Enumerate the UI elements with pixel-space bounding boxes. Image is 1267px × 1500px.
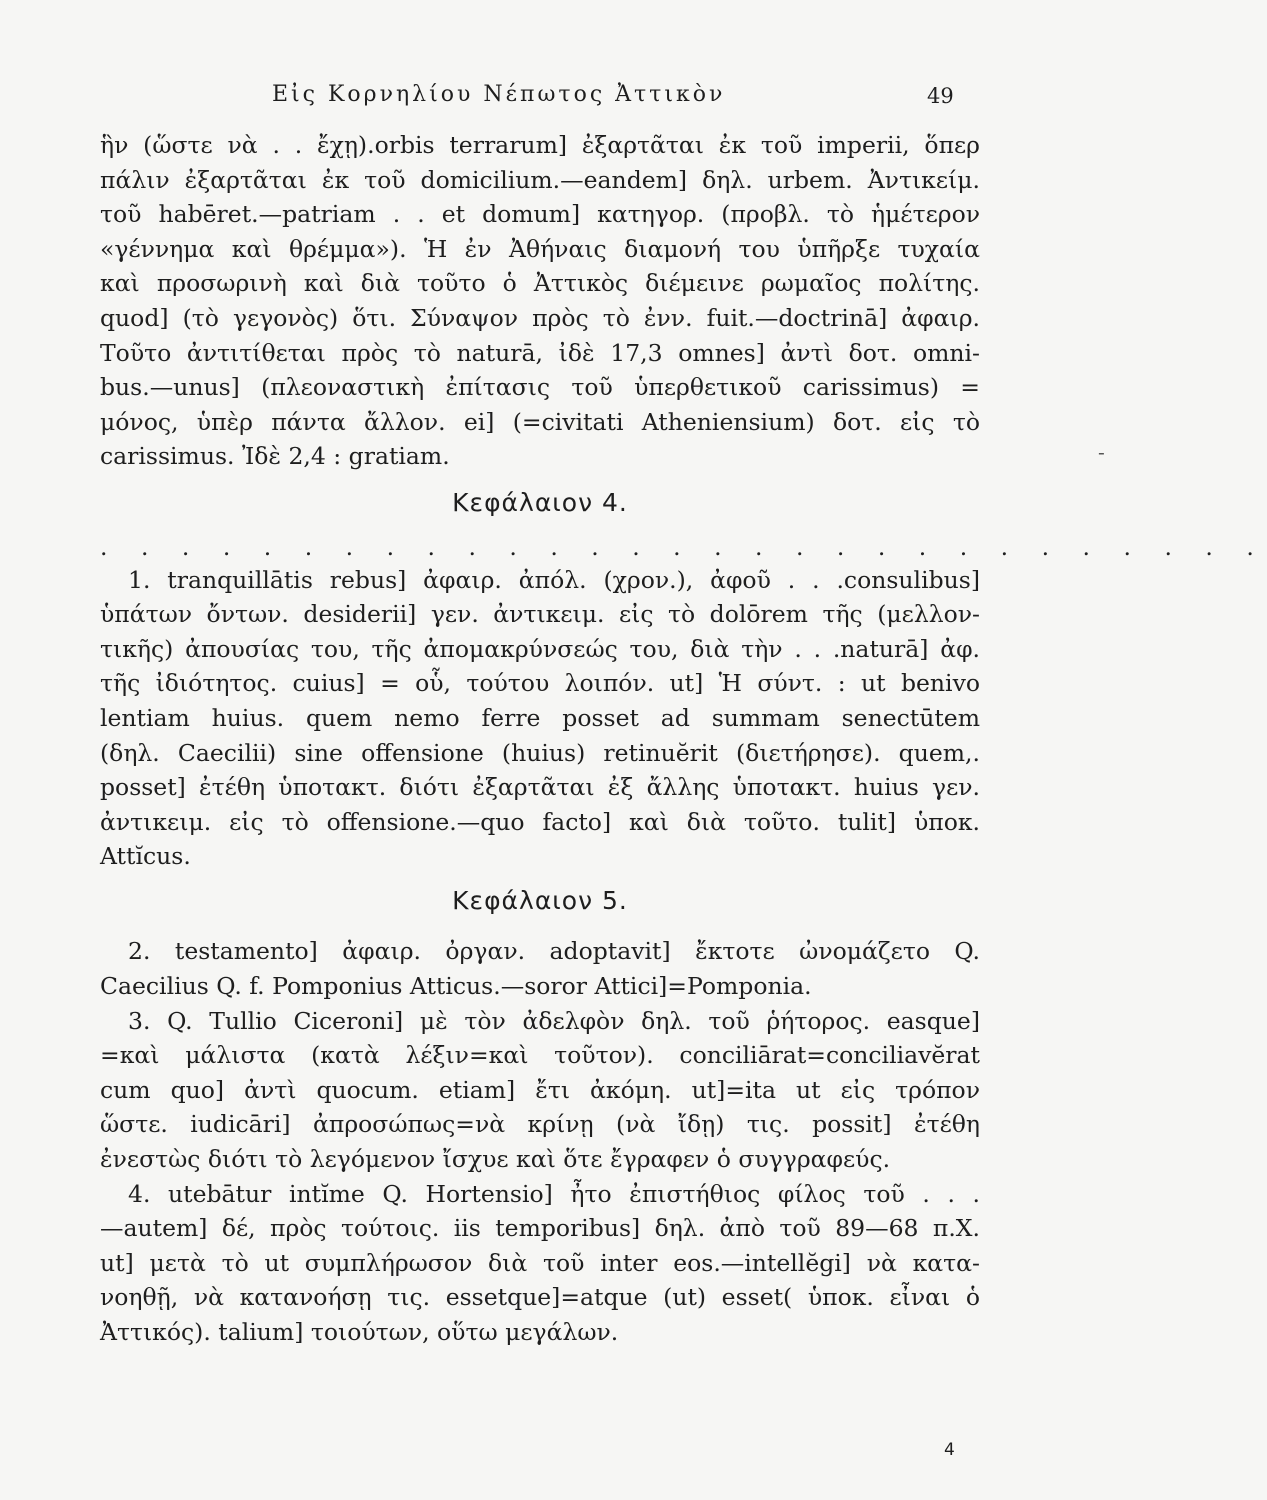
signature-number: 4 <box>944 1440 955 1460</box>
text-line: ὥστε. iudicāri] ἀπροσώπως=νὰ κρίνῃ (νὰ ἴδῃ) τις. possit] ἐτέθη <box>100 1110 980 1139</box>
text-line: 1. tranquillātis rebus] ἀφαιρ. ἀπόλ. (χρον.), ἀφοῦ . . .consulibus] <box>128 565 980 594</box>
text-line: 4. utebātur intĭme Q. Hortensio] ἦτο ἐπιστήθιος φίλος τοῦ . . . <box>128 1179 980 1208</box>
text-line: ἣν (ὥστε νὰ . . ἔχῃ).orbis terrarum] ἐξαρτᾶται ἐκ τοῦ imperii, ὅπερ <box>100 131 980 159</box>
text-line: Ἀττικός). talium] τοιούτων, οὕτω μεγάλων. <box>100 1318 619 1346</box>
text-line: μόνος, ὑπὲρ πάντα ἄλλον. ei] (=civitati Atheniensium) δοτ. εἰς τὸ <box>100 407 980 436</box>
text-line: νοηθῇ, νὰ κατανοήσῃ τις. essetque]=atque (ut) esset( ὑποκ. εἶναι ὁ <box>100 1283 980 1312</box>
margin-mark: - <box>1098 440 1105 464</box>
text-line: =καὶ μάλιστα (κατὰ λέξιν=καὶ τοῦτον). conciliārat=conciliavĕrat <box>100 1041 980 1070</box>
text-line: Attĭcus. <box>100 842 191 871</box>
chapter-4-heading: Κεφάλαιον 4. <box>452 487 628 517</box>
text-line: Caecilius Q. f. Pomponius Atticus.—soror Attici]=Pomponia. <box>100 972 812 1001</box>
text-line: «γέννημα καὶ θρέμμα»). Ἡ ἐν Ἀθήναις διαμονή του ὑπῆρξε τυχαία <box>100 234 980 263</box>
text-line: ἀντικειμ. εἰς τὸ offensione.—quo facto] καὶ διὰ τοῦτο. tulit] ὑποκ. <box>100 807 980 836</box>
text-line: (δηλ. Caecilii) sine offensione (huius) retinuĕrit (διετήρησε). quem,. <box>100 738 980 767</box>
text-line: τῆς ἰδιότητος. cuius] = οὗ, τούτου λοιπόν. ut] Ἡ σύντ. : ut benivo <box>100 669 980 698</box>
text-line: ὑπάτων ὄντων. desiderii] γεν. ἀντικειμ. εἰς τὸ dolōrem τῆς (μελλον- <box>100 600 980 629</box>
text-line: posset] ἐτέθη ὑποτακτ. διότι ἐξαρτᾶται ἐξ ἄλλης ὑποτακτ. huius γεν. <box>100 773 980 802</box>
text-line: bus.—unus] (πλεοναστικὴ ἐπίτασις τοῦ ὑπερθετικοῦ carissimus) = <box>100 373 980 402</box>
commentary-continuation <box>100 128 980 474</box>
page-body <box>100 128 1267 1350</box>
chapter-5-heading: Κεφάλαιον 5. <box>452 885 628 915</box>
chapter-4-commentary <box>100 563 980 874</box>
text-line: —autem] δέ, πρὸς τούτοις. iis temporibus] δηλ. ἀπὸ τοῦ 89—68 π.Χ. <box>100 1214 980 1243</box>
text-line: lentiam huius. quem nemo ferre posset ad summam senectūtem <box>100 703 980 732</box>
text-line: 2. testamento] ἀφαιρ. ὀργαν. adoptavit] ἔκτοτε ὠνομάζετο Q. <box>128 937 980 966</box>
text-line: ἐνεστὼς διότι τὸ λεγόμενον ἴσχυε καὶ ὅτε ἔγραφεν ὁ συγγραφεύς. <box>100 1145 891 1174</box>
chapter-5-commentary <box>100 934 980 1349</box>
page-number: 49 <box>927 84 954 108</box>
text-line: καὶ προσωρινὴ καὶ διὰ τοῦτο ὁ Ἀττικὸς διέμεινε ρωμαῖος πολίτης. <box>100 269 980 298</box>
ellipsis-dots: . . . . . . . . . . . . . . . . . . . . . . . . . . . . . <box>100 532 1267 561</box>
text-line: τοῦ habēret.—patriam . . et domum] κατηγορ. (προβλ. τὸ ἡμέτερον <box>100 200 980 229</box>
text-line: Τοῦτο ἀντιτίθεται πρὸς τὸ naturā, ἰδὲ 17,3 omnes] ἀντὶ δοτ. omni- <box>100 338 980 367</box>
text-line: quod] (τὸ γεγονὸς) ὅτι. Σύναψον πρὸς τὸ ἐνν. fuit.—doctrinā] ἀφαιρ. <box>100 303 980 332</box>
text-line: carissimus. Ἰδὲ 2,4 : gratiam. <box>100 442 450 471</box>
text-line: πάλιν ἐξαρτᾶται ἐκ τοῦ domicilium.—eandem] δηλ. urbem. Ἀντικείμ. <box>100 165 980 194</box>
text-line: cum quo] ἀντὶ quocum. etiam] ἔτι ἀκόμη. ut]=ita ut εἰς τρόπον <box>100 1075 980 1104</box>
text-line: 3. Q. Tullio Ciceroni] μὲ τὸν ἀδελφὸν δηλ. τοῦ ῥήτορος. easque] <box>128 1006 980 1035</box>
running-head: Εἰς Κορνηλίου Νέπωτος Ἀττικὸν <box>272 82 726 107</box>
text-line: τικῆς) ἀπουσίας του, τῆς ἀπομακρύνσεώς του, διὰ τὴν . . .naturā] ἀφ. <box>100 634 980 663</box>
text-line: ut] μετὰ τὸ ut συμπλήρωσον διὰ τοῦ inter eos.—intellĕgi] νὰ κατα- <box>100 1248 980 1277</box>
